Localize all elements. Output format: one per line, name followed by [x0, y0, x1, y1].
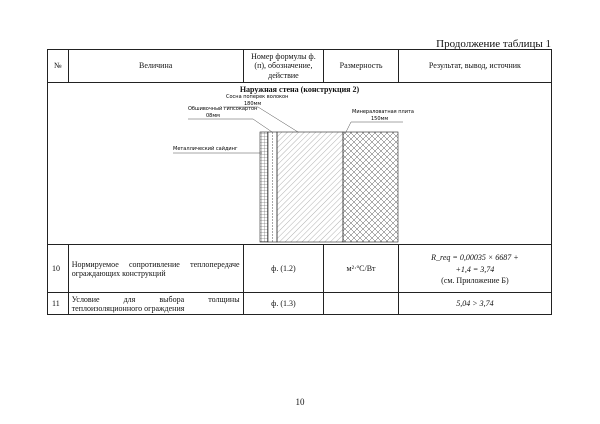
label-gypsum-size: 08мм: [206, 113, 220, 119]
header-formula: Номер формулы ф. (п), обозначение, действие: [243, 50, 324, 83]
row-number: 10: [48, 245, 69, 293]
result-line-2: +1,4 = 3,74: [455, 265, 495, 274]
row-result: [398, 245, 551, 293]
table-caption: Продолжение таблицы 1: [436, 38, 551, 50]
drawing-title: Наружная стена (конструкция 2): [239, 85, 360, 94]
header-quantity: Величина: [68, 50, 243, 83]
row-unit: м²·ºС/Вт: [324, 245, 399, 293]
data-table: [47, 49, 552, 315]
label-gypsum: Обшивочный гипсокартон: [188, 106, 258, 112]
table-header-row: [48, 50, 552, 83]
table-row: [48, 293, 552, 315]
row-formula: ф. (1.2): [243, 245, 324, 293]
result-line-1: 5,04 > 3,74: [456, 298, 494, 308]
label-beam-size: 180мм: [244, 101, 262, 107]
label-wool-size: 150мм: [371, 116, 389, 122]
header-number: №: [48, 50, 69, 83]
header-result: Результат, вывод, источник: [398, 50, 551, 83]
wool-layer: [343, 132, 398, 242]
siding-layer: [260, 132, 268, 242]
result-line-3: (см. Приложение Б): [441, 276, 509, 285]
result-line-1: R_req = 0,00035 × 6687 +: [431, 253, 519, 262]
label-wool: Минераловатная плита: [352, 109, 414, 115]
label-beam: Сосна поперек волокон: [226, 94, 289, 100]
header-unit: Размерность: [324, 50, 399, 83]
page-number: 10: [295, 397, 305, 407]
row-result: [398, 293, 551, 315]
row-formula: ф. (1.3): [243, 293, 324, 315]
wall-drawing-cell: [48, 83, 552, 245]
table-row: [48, 245, 552, 293]
drawing-row: [48, 83, 552, 245]
row-number: 11: [48, 293, 69, 315]
row-quantity: Нормируемое сопротивление теплопередаче ограждающих конструкций: [68, 245, 243, 293]
wall-section-drawing: [48, 94, 553, 244]
row-unit: [324, 293, 399, 315]
row-quantity: Условие для выбора толщины теплоизоляционного ограждения: [68, 293, 243, 315]
beam-layer: [277, 132, 343, 242]
label-siding: Металлический сайдинг: [173, 146, 238, 152]
